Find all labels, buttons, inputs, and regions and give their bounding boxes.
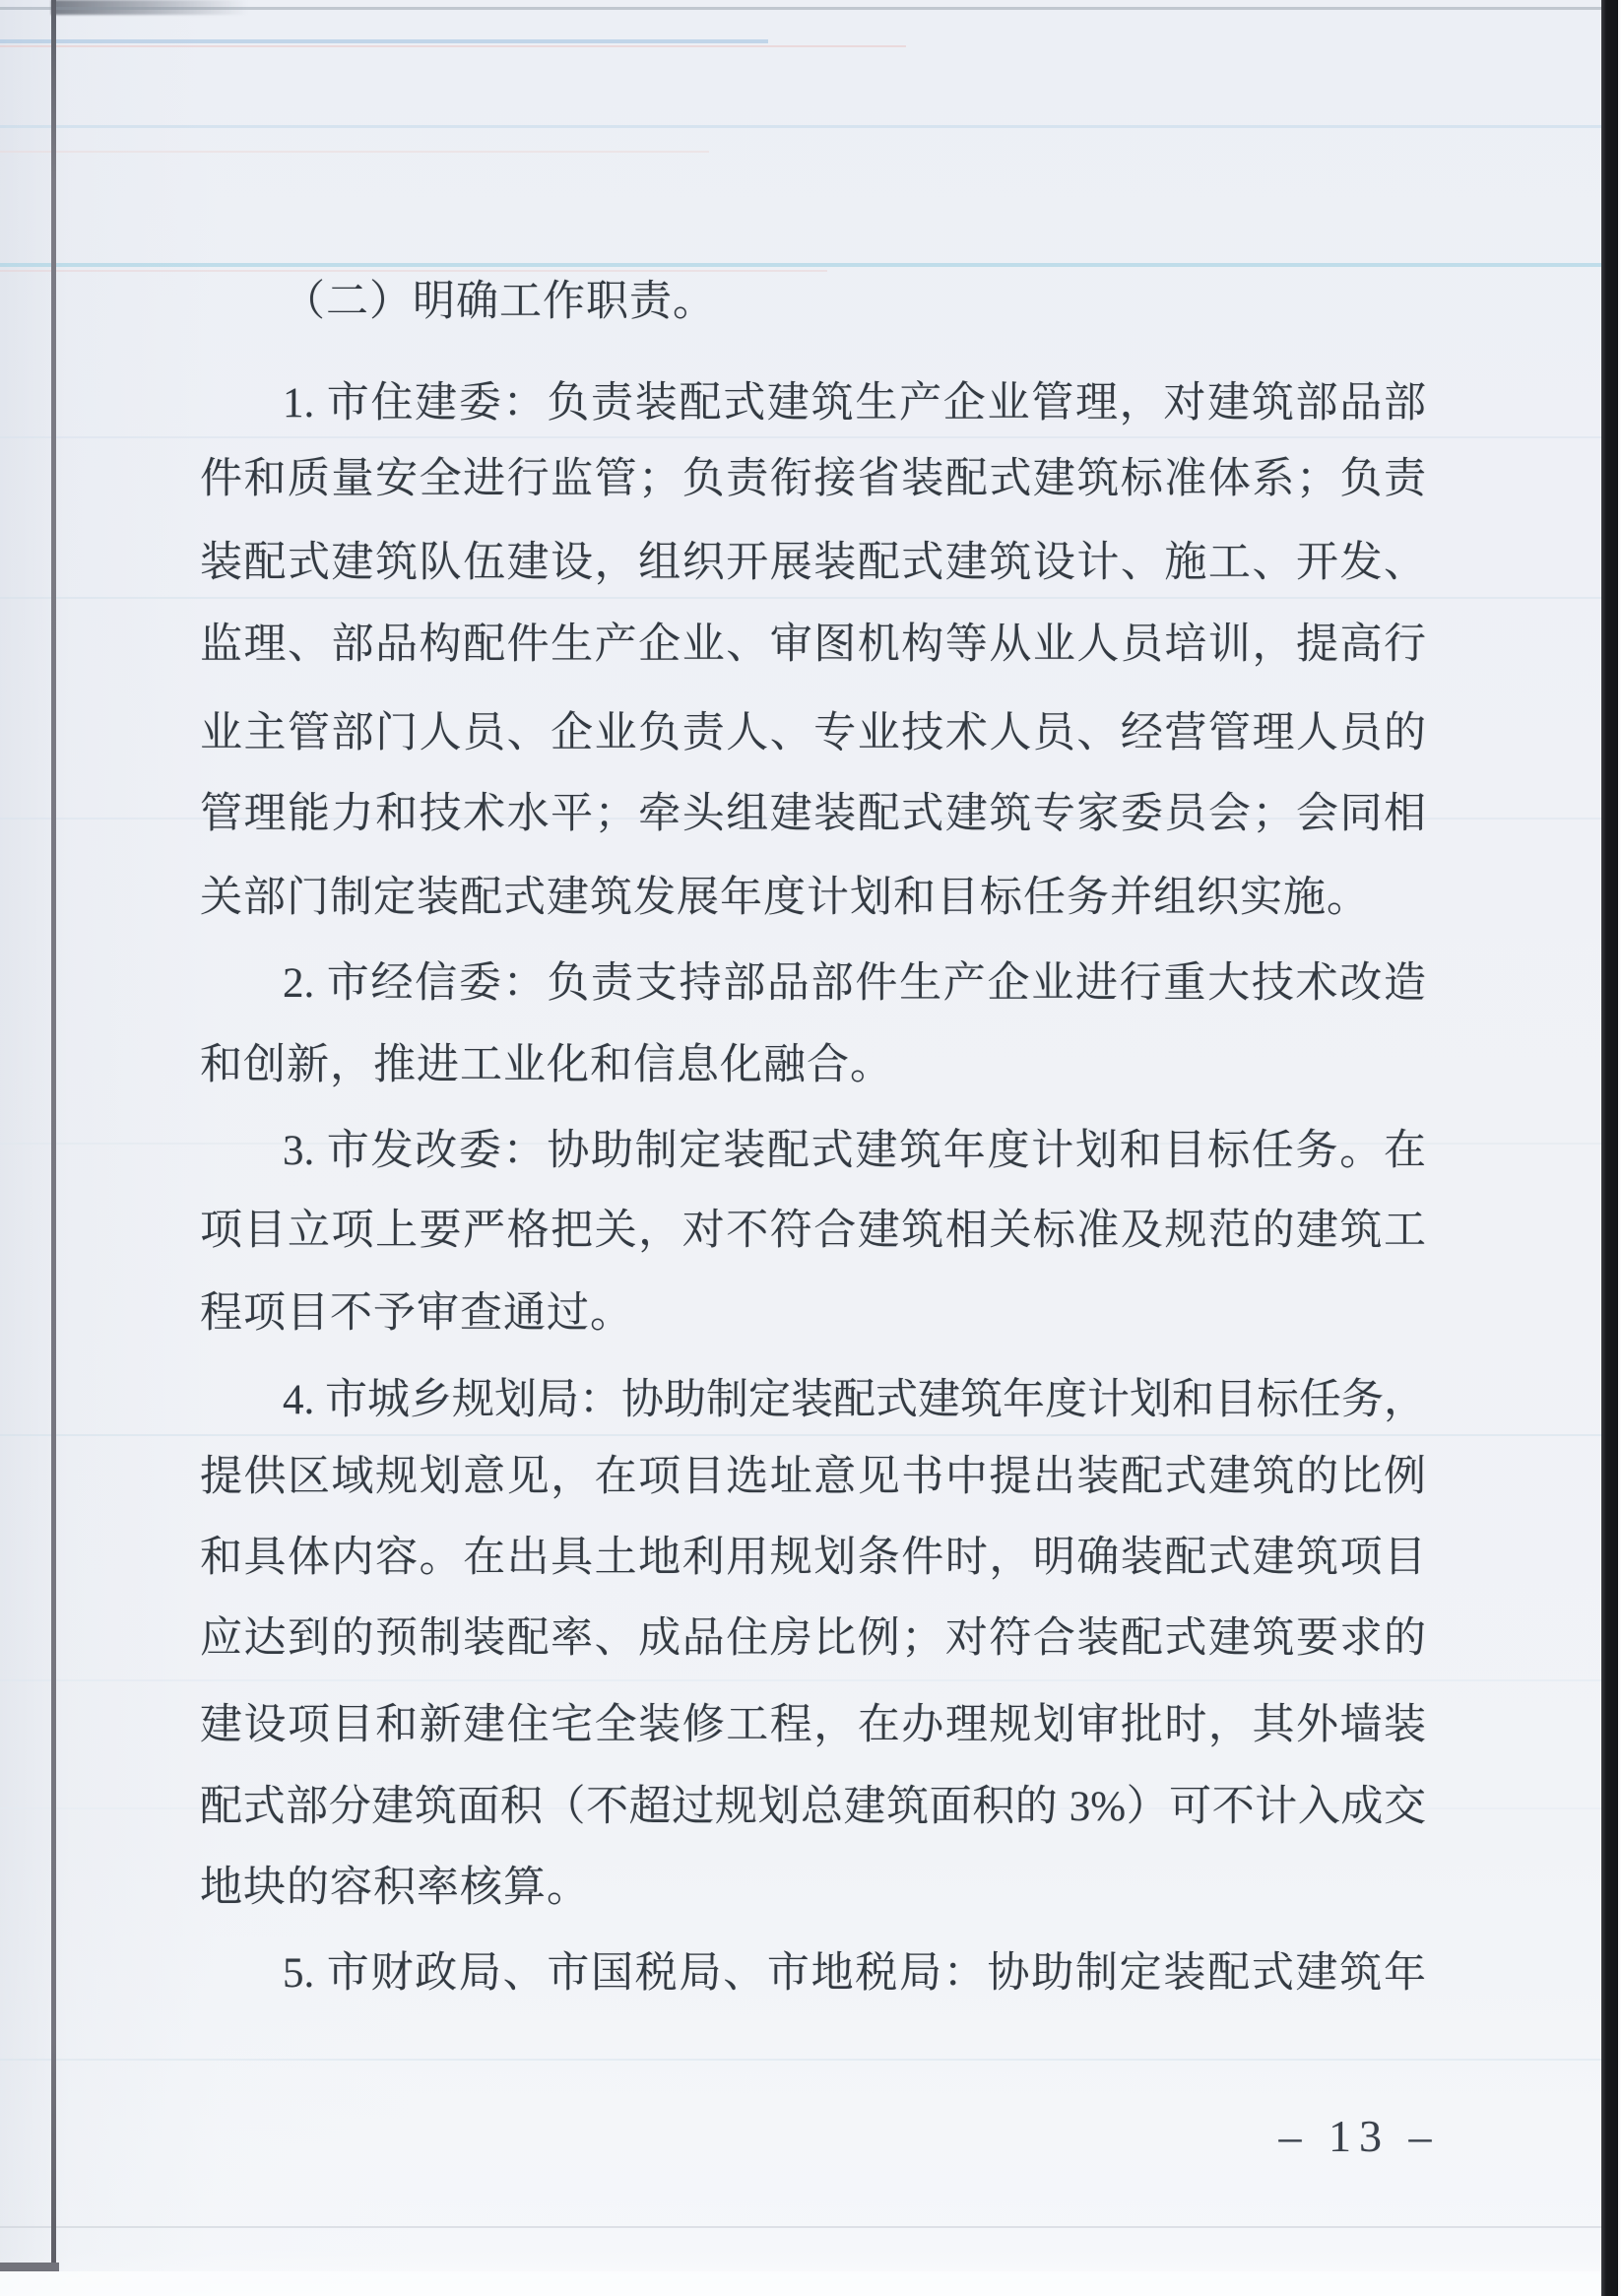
document-body bbox=[200, 0, 1426, 2296]
doc-line: 1. 市住建委：负责装配式建筑生产企业管理，对建筑部品部 bbox=[283, 380, 1426, 426]
page-number: – 13 – bbox=[1278, 2111, 1440, 2161]
doc-line: 建设项目和新建住宅全装修工程，在办理规划审批时，其外墙装 bbox=[200, 1702, 1426, 1748]
doc-line: 装配式建筑队伍建设，组织开展装配式建筑设计、施工、开发、 bbox=[200, 540, 1426, 586]
doc-line: 项目立项上要严格把关，对不符合建筑相关标准及规范的建筑工 bbox=[200, 1208, 1426, 1254]
section-heading: （二）明确工作职责。 bbox=[283, 279, 716, 325]
doc-line: 程项目不予审查通过。 bbox=[200, 1290, 633, 1337]
doc-line: 和具体内容。在出具土地利用规划条件时，明确装配式建筑项目 bbox=[200, 1535, 1426, 1581]
doc-line: 件和质量安全进行监管；负责衔接省装配式建筑标准体系；负责 bbox=[200, 456, 1426, 502]
scan-artifact-right-scanner-bar bbox=[1601, 0, 1618, 2296]
doc-line: 4. 市城乡规划局：协助制定装配式建筑年度计划和目标任务， bbox=[283, 1377, 1426, 1423]
doc-line: 提供区域规划意见，在项目选址意见书中提出装配式建筑的比例 bbox=[200, 1454, 1426, 1500]
doc-line: 5. 市财政局、市国税局、市地税局：协助制定装配式建筑年 bbox=[283, 1950, 1426, 1997]
doc-line: 和创新，推进工业化和信息化融合。 bbox=[200, 1042, 893, 1088]
doc-line: 关部门制定装配式建筑发展年度计划和目标任务并组织实施。 bbox=[200, 875, 1370, 921]
doc-line: 监理、部品构配件生产企业、审图机构等从业人员培训，提高行 bbox=[200, 622, 1426, 668]
doc-line: 3. 市发改委：协助制定装配式建筑年度计划和目标任务。在 bbox=[283, 1128, 1426, 1174]
doc-line: 应达到的预制装配率、成品住房比例；对符合装配式建筑要求的 bbox=[200, 1615, 1426, 1662]
doc-line: 地块的容积率核算。 bbox=[200, 1865, 590, 1911]
doc-line: 2. 市经信委：负责支持部品部件生产企业进行重大技术改造 bbox=[283, 960, 1426, 1007]
scan-artifact-left-fold-line bbox=[51, 0, 56, 2265]
doc-line: 配式部分建筑面积（不超过规划总建筑面积的 3%）可不计入成交 bbox=[200, 1784, 1426, 1830]
doc-line: 业主管部门人员、企业负责人、专业技术人员、经营管理人员的 bbox=[200, 710, 1426, 756]
doc-line: 管理能力和技术水平；牵头组建装配式建筑专家委员会；会同相 bbox=[200, 791, 1426, 837]
scan-artifact-left-fold-foot bbox=[0, 2263, 59, 2271]
